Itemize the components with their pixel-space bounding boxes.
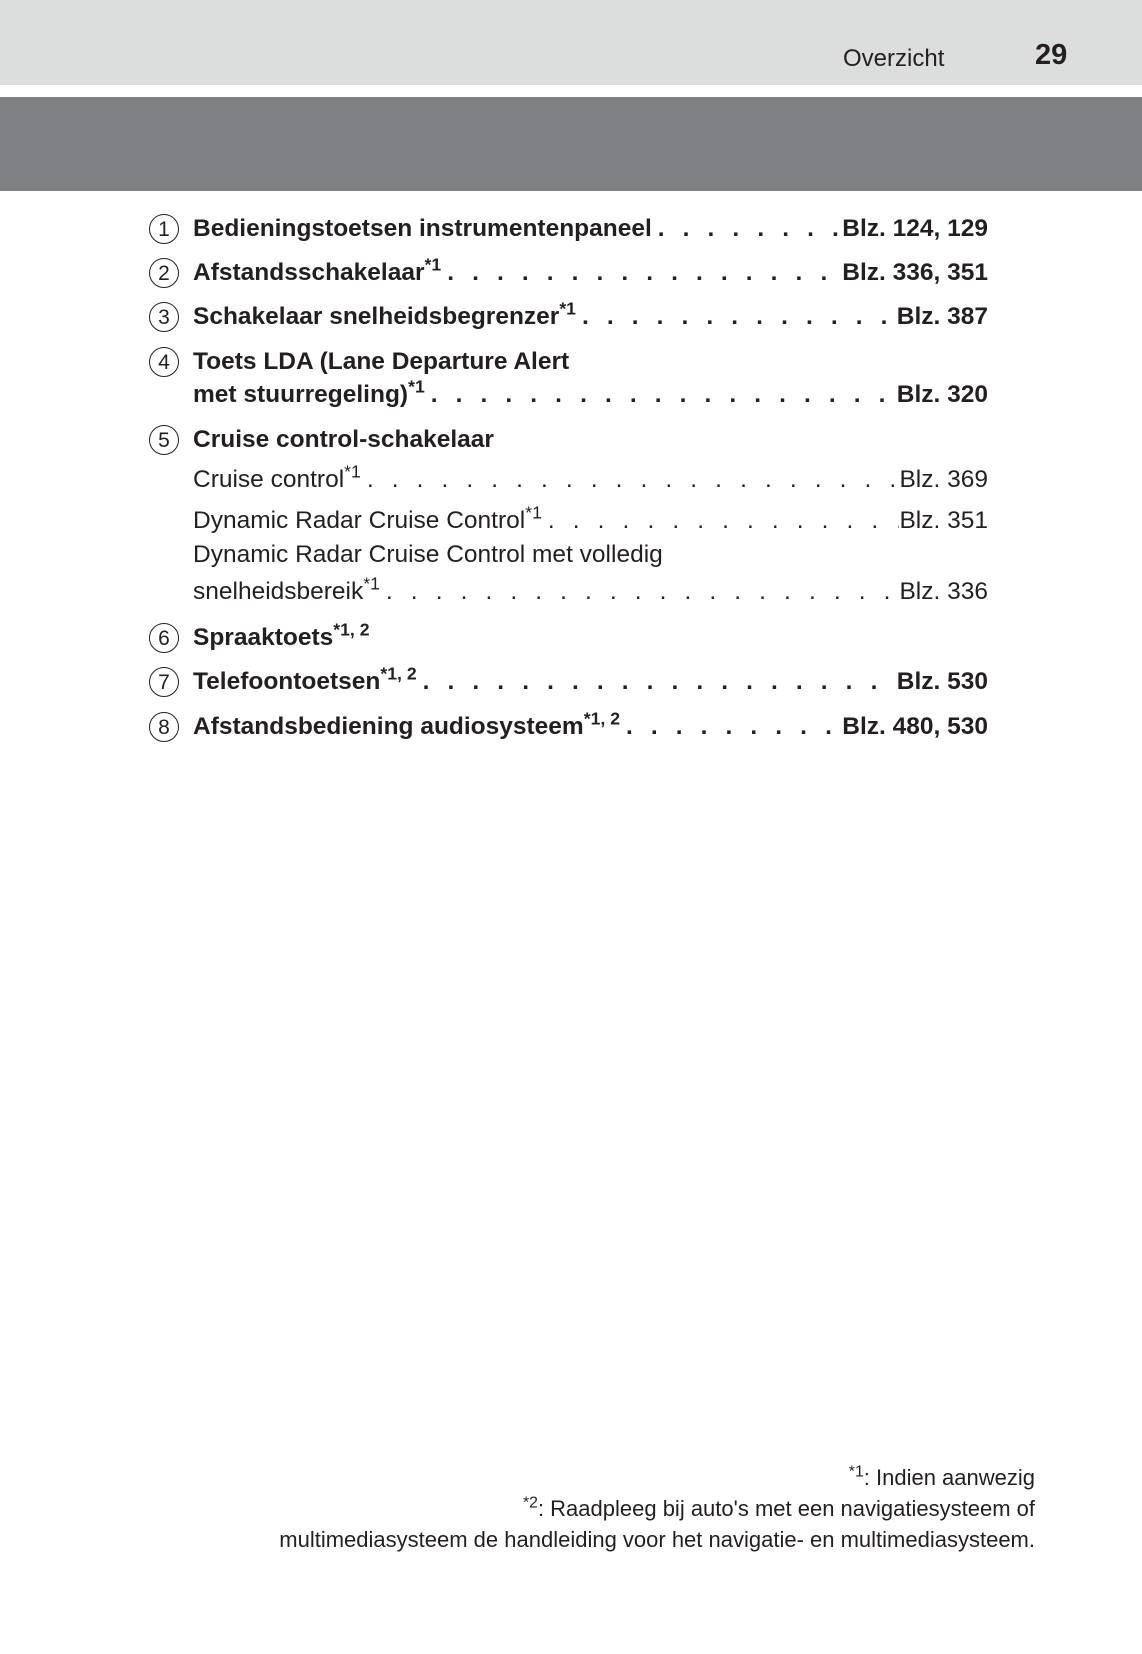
footnote-ref: *1: [344, 461, 361, 482]
dot-leader: [620, 712, 842, 742]
page-reference[interactable]: Blz. 351: [899, 507, 988, 534]
item-marker-8: 8: [149, 712, 179, 742]
page-reference[interactable]: Blz. 530: [896, 668, 988, 695]
page-reference[interactable]: Blz. 320: [896, 381, 988, 408]
dot-leader: [380, 577, 900, 607]
page-reference[interactable]: Blz. 369: [899, 466, 988, 493]
list-item-5-heading: Cruise control-schakelaar: [193, 426, 494, 453]
item-label: met stuurregeling)$^{*1}$: [193, 376, 425, 408]
footnote-text: : Indien aanwezig: [863, 1465, 1035, 1490]
footnote-ref: *1: [525, 502, 542, 523]
footnote-mark: *1: [848, 1463, 864, 1481]
item-marker-6: 6: [149, 623, 179, 653]
dot-leader: [425, 380, 897, 410]
footnote-2-continuation: multimediasysteem de handleiding voor het navigatie- en multimediasysteem.: [279, 1527, 1035, 1552]
sub-item-label: Cruise control$^{*1}$: [193, 461, 361, 493]
list-item-1: [193, 214, 988, 244]
list-item-4: [193, 376, 988, 410]
item-label-line1: Toets LDA (Lane Departure Alert: [193, 348, 570, 375]
list-item-7: [193, 663, 988, 697]
item-marker-2: 2: [149, 258, 179, 288]
list-item-6: [193, 619, 370, 653]
footnote-1: [849, 1464, 1035, 1492]
item-label: Bedieningstoetsen instrumentenpaneel: [193, 215, 652, 242]
page-reference[interactable]: Blz. 124, 129: [842, 215, 988, 242]
page-reference[interactable]: Blz. 336, 351: [842, 259, 988, 286]
footnote-2: [523, 1495, 1035, 1523]
footnote-text: : Raadpleeg bij auto's met een navigatiesysteem of: [537, 1496, 1035, 1521]
page-reference[interactable]: Blz. 387: [896, 303, 988, 330]
item-marker-1: 1: [149, 214, 179, 244]
sub-item-label: Dynamic Radar Cruise Control$^{*1}$: [193, 502, 542, 534]
sub-item-label: snelheidsbereik$^{*1}$: [193, 573, 380, 605]
item-label: Afstandsschakelaar$^{*1}$: [193, 254, 442, 286]
item-marker-7: 7: [149, 667, 179, 697]
header-band-light: [0, 0, 1142, 85]
sub-item: [193, 573, 988, 607]
page-reference[interactable]: Blz. 480, 530: [842, 713, 988, 740]
page-reference[interactable]: Blz. 336: [899, 578, 988, 605]
page-number: 29: [1035, 39, 1068, 71]
list-item-8: [193, 708, 988, 742]
dot-leader: [361, 465, 900, 495]
footnote-ref: *1: [363, 573, 380, 594]
sub-item: [193, 502, 988, 536]
sub-item: [193, 461, 988, 495]
dot-leader: [417, 667, 897, 697]
item-label: Afstandsbediening audiosysteem$^{*1, 2}$: [193, 708, 620, 740]
list-item-3: [193, 298, 988, 332]
dot-leader: [441, 258, 842, 288]
footnote-ref: *1: [408, 376, 425, 397]
header-band-dark: [0, 97, 1142, 191]
item-label: Telefoontoetsen$^{*1, 2}$: [193, 663, 417, 695]
dot-leader: [576, 302, 897, 332]
dot-leader: [542, 506, 900, 536]
footnote-ref: *1, 2: [380, 663, 417, 684]
item-marker-3: 3: [149, 302, 179, 332]
footnote-ref: *1: [559, 298, 576, 319]
dot-leader: [652, 214, 842, 244]
footnote-mark: *2: [522, 1494, 538, 1512]
item-label: Schakelaar snelheidsbegrenzer$^{*1}$: [193, 298, 576, 330]
section-title: Overzicht: [843, 45, 945, 72]
item-marker-5: 5: [149, 425, 179, 455]
footnote-ref: *1, 2: [583, 708, 620, 729]
sub-item-label-line1: Dynamic Radar Cruise Control met volledig: [193, 541, 663, 568]
footnote-ref: *1, 2: [333, 619, 370, 640]
footnote-ref: *1: [424, 254, 442, 275]
item-marker-4: 4: [149, 347, 179, 377]
item-label: Spraaktoets: [193, 624, 334, 651]
list-item-2: [193, 254, 988, 288]
